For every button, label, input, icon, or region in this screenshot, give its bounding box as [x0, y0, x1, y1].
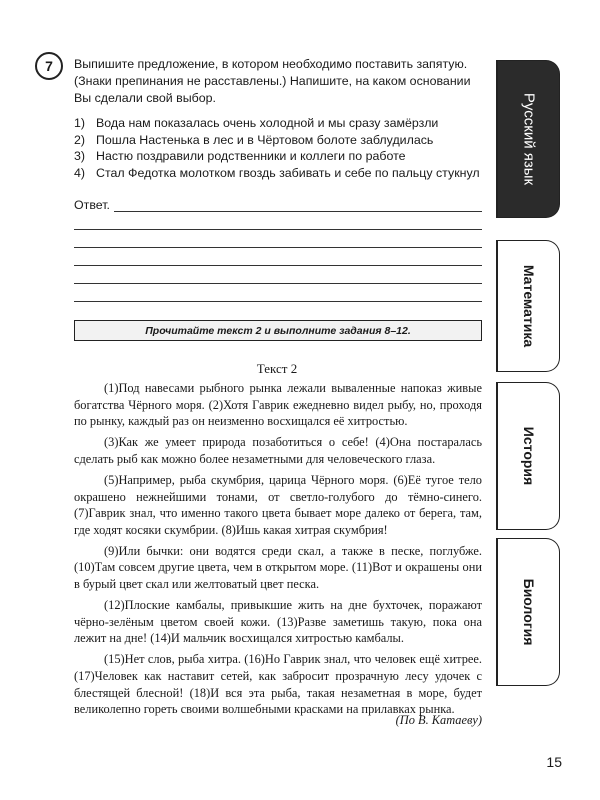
instruction-banner-text: Прочитайте текст 2 и выполните задания 8–12. — [145, 324, 411, 337]
passage-paragraph: (5)Например, рыба скумбрия, царица Чёрного моря. (6)Её тугое тело окрашено нежнейшими тонами, от светло-голубого до тёмно-синего. (7)Гаврик знал, что именно такого цвета бывает море далеко от берега, там, где ходят косяки скумбрии. (8)Ишь какая хитрая скумбрия! — [74, 472, 482, 537]
question-prompt-line: (Знаки препинания не расставлены.) Напишите, на каком основании — [74, 74, 471, 88]
tab-label: Математика — [520, 264, 537, 348]
question-prompt-line: Выпишите предложение, в котором необходимо поставить запятую. — [74, 57, 468, 71]
tab-label: История — [520, 426, 537, 486]
instruction-banner — [74, 320, 482, 341]
answer-line[interactable] — [114, 197, 482, 212]
answer-line[interactable] — [74, 266, 482, 284]
question-number-badge — [35, 52, 63, 80]
question-block — [74, 56, 484, 181]
question-prompt-line: Вы сделали свой выбор. — [74, 91, 216, 105]
answer-label: Ответ. — [74, 198, 110, 212]
option-item: 3) Настю поздравили родственники и коллеги по работе — [74, 149, 406, 163]
passage-paragraph: (12)Плоские камбалы, привыкшие жить на дне бухточек, поражают чёрно-зелёным цветом своей кожи. (13)Разве заметишь такую, пока она лежит на дне! (14)И мальчик восхищался хитростью камбалы. — [74, 598, 482, 646]
reading-passage — [74, 380, 482, 722]
option-item: 2) Пошла Настенька в лес и в Чёртовом болоте заблудилась — [74, 132, 434, 147]
answer-line[interactable] — [74, 248, 482, 266]
option-item: 4) Стал Федотка молотком гвоздь забивать и себе по пальцу стукнул — [74, 165, 480, 180]
answer-line[interactable] — [74, 284, 482, 302]
tab-russian[interactable] — [496, 60, 560, 218]
tab-label: Русский язык — [520, 92, 537, 186]
passage-paragraph: (9)Или бычки: они водятся среди скал, а также в песке, поглубже. (10)Там совсем другие цвета, чем в открытом море. (11)Вот и окрашены они в бурый цвет скал или желтоватый цвет песка. — [74, 543, 482, 592]
page-number: 15 — [546, 754, 562, 770]
passage-paragraph: (15)Нет слов, рыба хитра. (16)Но Гаврик знал, что человек ещё хитрее. (17)Человек как наставит сетей, как забросит прозрачную лесу удочек с блестящей блесной! (18)И вся эта рыба, такая незаметная в море, будет великолепно гореть своими волшебными красками на прилавках рынка. — [74, 652, 482, 717]
option-item: 1) Вода нам показалась очень холодной и мы сразу замёрзли — [74, 116, 439, 130]
answer-area — [74, 194, 482, 302]
question-number: 7 — [45, 58, 53, 74]
passage-paragraph: (3)Как же умеет природа позаботиться о себе! (4)Она постаралась сделать рыб как можно более незаметными для человеческого глаза. — [74, 435, 482, 466]
tab-biology[interactable] — [496, 538, 560, 686]
text-title: Текст 2 — [256, 361, 298, 376]
tab-history[interactable] — [496, 382, 560, 530]
answer-line[interactable] — [74, 230, 482, 248]
answer-line[interactable] — [74, 212, 482, 230]
answer-options-list — [74, 115, 484, 181]
subject-tabs — [496, 60, 562, 688]
passage-paragraph: (1)Под навесами рыбного рынка лежали вываленные напоказ живые богатства Чёрного моря. (2)Хотя Гаврик ежедневно видел рыбу, но, проходя по рынку, каждый раз он неизменно восхищался её хитростью. — [74, 381, 482, 429]
tab-label: Биология — [520, 578, 537, 646]
tab-math[interactable] — [496, 240, 560, 372]
author-attribution: (По В. Катаеву) — [395, 713, 482, 727]
